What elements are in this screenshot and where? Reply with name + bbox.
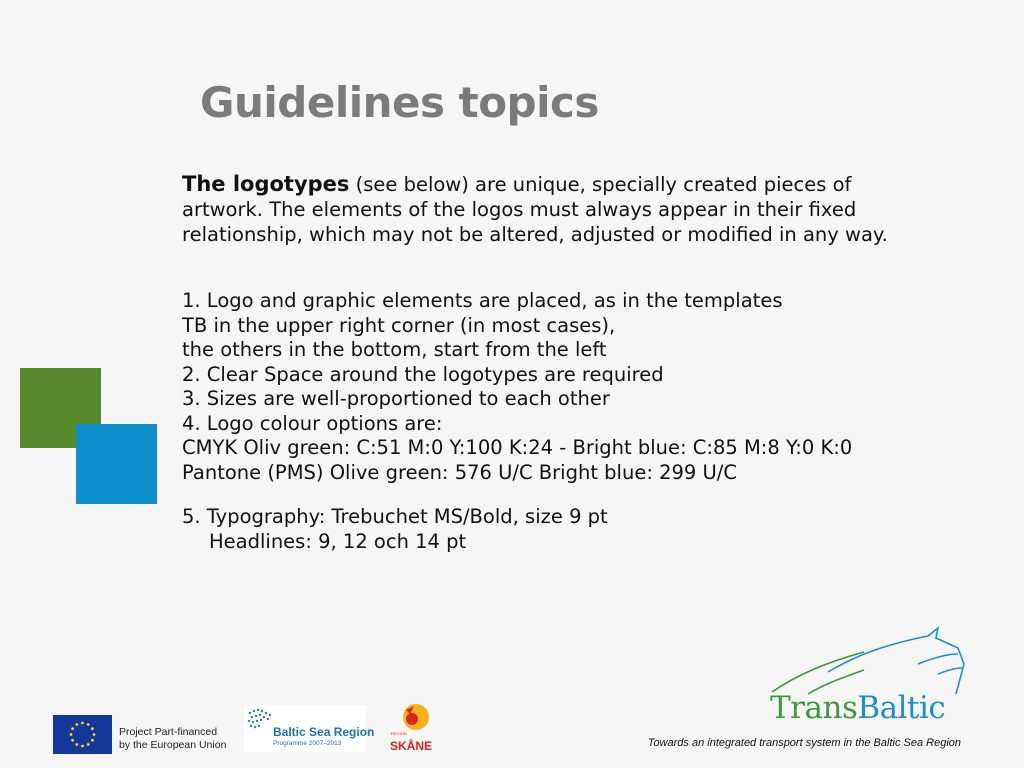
list-item: TB in the upper right corner (in most cases), <box>182 313 616 337</box>
intro-text-3: relationship, which may not be altered, adjusted or modified in any way. <box>182 223 888 246</box>
guidelines-list <box>182 289 1002 485</box>
intro-paragraph <box>182 172 982 247</box>
skane-name: SKÅNE <box>390 739 433 753</box>
eu-text-line: Project Part-financed <box>119 726 218 738</box>
region-skane-logo <box>386 702 446 754</box>
tb-trans: Trans <box>770 690 858 726</box>
list-item: CMYK Oliv green: C:51 M:0 Y:100 K:24 - Bright blue: C:85 M:8 Y:0 K:0 <box>182 436 853 459</box>
eu-funding-text <box>119 726 226 752</box>
headlines-line: Headlines: 9, 12 och 14 pt <box>209 530 467 553</box>
typography-line: 5. Typography: Trebuchet MS/Bold, size 9 pt <box>182 505 608 528</box>
eu-text-line: by the European Union <box>119 739 227 751</box>
skane-region-label: REGION <box>391 731 407 736</box>
slide-title: Guidelines topics <box>200 78 599 127</box>
intro-text-2: artwork. The elements of the logos must always appear in their fixed <box>182 198 857 221</box>
blue-square-decoration <box>76 424 157 504</box>
list-item: 3. Sizes are well-proportioned to each other <box>182 387 610 410</box>
list-item: 2. Clear Space around the logotypes are required <box>182 362 664 386</box>
eu-flag-icon <box>53 715 112 754</box>
intro-lead: The logotypes <box>182 172 350 196</box>
list-item: 4. Logo colour options are: <box>182 411 443 435</box>
intro-text-1: (see below) are unique, specially created pieces of <box>349 173 852 196</box>
bsr-subtitle: Programme 2007–2013 <box>273 740 342 747</box>
baltic-sea-region-logo <box>244 705 375 752</box>
list-item: 1. Logo and graphic elements are placed, as in the templates <box>182 289 783 312</box>
transbaltic-ship-logo <box>768 624 968 728</box>
typography-item <box>182 504 982 554</box>
list-item: Pantone (PMS) Olive green: 576 U/C Bright blue: 299 U/C <box>182 460 737 484</box>
tb-baltic: Baltic <box>857 690 946 726</box>
footer-tagline: Towards an integrated transport system in the Baltic Sea Region <box>647 737 961 749</box>
transbaltic-wordmark <box>770 690 945 726</box>
bsr-name: Baltic Sea Region <box>273 725 375 739</box>
list-item: the others in the bottom, start from the left <box>182 338 607 361</box>
